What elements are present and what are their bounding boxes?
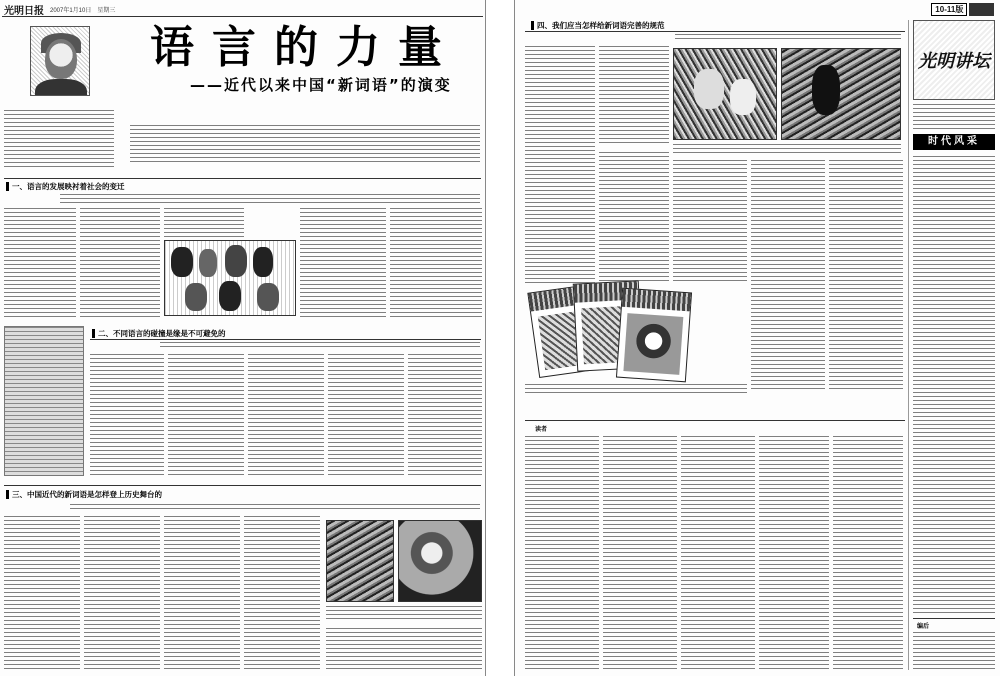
column-badge: 时代风采 <box>913 134 995 150</box>
readers-col-5 <box>833 436 903 672</box>
section-two-col-2 <box>168 354 244 478</box>
page-number: 10-11版 <box>931 3 967 16</box>
section-four-col-1 <box>525 46 595 284</box>
section-two-col-4 <box>328 354 404 478</box>
section-four-col-2 <box>599 46 669 146</box>
section-two-col-3 <box>248 354 324 478</box>
photo-caption-text <box>326 606 482 622</box>
readers-col-1 <box>525 436 599 672</box>
column-divider <box>908 20 909 670</box>
section-three-col-1 <box>4 516 80 672</box>
editor-note-head: 编后 <box>917 623 930 630</box>
readers-col-3 <box>681 436 755 672</box>
news-photo-left <box>673 48 777 140</box>
section-four-col-3 <box>599 152 669 284</box>
section-one-col-3 <box>164 208 244 238</box>
newspaper-logo: 光明日报 <box>4 5 44 17</box>
right-newspaper-page <box>514 0 1000 676</box>
historic-photo-1 <box>326 520 394 602</box>
portrait-collage <box>164 240 296 316</box>
section-three-head: 三、中国近代的新词语是怎样登上历史舞台的 <box>6 489 162 500</box>
news-photo-right <box>781 48 901 140</box>
column-body-text <box>913 156 995 616</box>
section-four-lede <box>675 34 901 42</box>
author-portrait <box>30 26 90 96</box>
masthead <box>4 3 115 15</box>
page-gutter <box>486 0 514 676</box>
historic-photo-2 <box>398 520 482 602</box>
page-tag <box>969 3 994 16</box>
masthead-rule <box>2 16 483 17</box>
section-two-col-5 <box>408 354 482 478</box>
section-one-col-1 <box>4 208 76 320</box>
article-subtitle: ——近代以来中国“新词语”的演变 <box>190 76 452 94</box>
section-one-col-4 <box>300 208 386 320</box>
section-four-col-5 <box>751 160 825 390</box>
magazine-cover-3 <box>616 288 692 383</box>
readers-col-4 <box>759 436 829 672</box>
issue-date: 2007年1月10日 <box>50 7 92 14</box>
section-three-lede <box>70 504 480 512</box>
magazine-caption <box>525 384 747 396</box>
readers-head: 读者 <box>535 426 548 433</box>
column-logo: 光明讲坛 <box>913 20 995 100</box>
section-one-lede <box>60 194 480 204</box>
section-one-head: 一、语言的发展映衬着社会的变迁 <box>6 181 125 192</box>
article-title: 语言的力量 <box>150 22 460 73</box>
section-two-col-1 <box>90 354 164 478</box>
sidebar-box <box>4 326 84 476</box>
section-rule <box>525 420 905 421</box>
section-three-col-5 <box>326 628 482 672</box>
author-bio-text <box>4 110 114 170</box>
readers-col-2 <box>603 436 677 672</box>
editor-note-text <box>913 632 995 672</box>
left-newspaper-page <box>0 0 486 676</box>
column-intro-text <box>913 104 995 130</box>
section-rule <box>913 618 995 619</box>
news-photo-caption <box>673 144 901 154</box>
section-three-col-4 <box>244 516 320 672</box>
section-rule <box>525 31 905 32</box>
section-one-col-5 <box>390 208 482 320</box>
section-four-col-6 <box>829 160 903 390</box>
section-two-head: 二、不同语言的碰撞是缘是不可避免的 <box>92 328 226 339</box>
section-rule <box>4 178 481 179</box>
section-rule <box>4 485 481 486</box>
section-three-col-2 <box>84 516 160 672</box>
page-tab <box>931 3 994 16</box>
section-two-lede <box>160 342 480 350</box>
section-three-col-3 <box>164 516 240 672</box>
page-weekday: 星期三 <box>97 7 116 14</box>
section-rule <box>90 339 481 340</box>
section-four-head: 四、我们应当怎样给新词语完善的规范 <box>531 20 665 31</box>
section-one-col-2 <box>80 208 160 320</box>
intro-text <box>130 125 480 165</box>
section-four-col-4 <box>673 160 747 284</box>
